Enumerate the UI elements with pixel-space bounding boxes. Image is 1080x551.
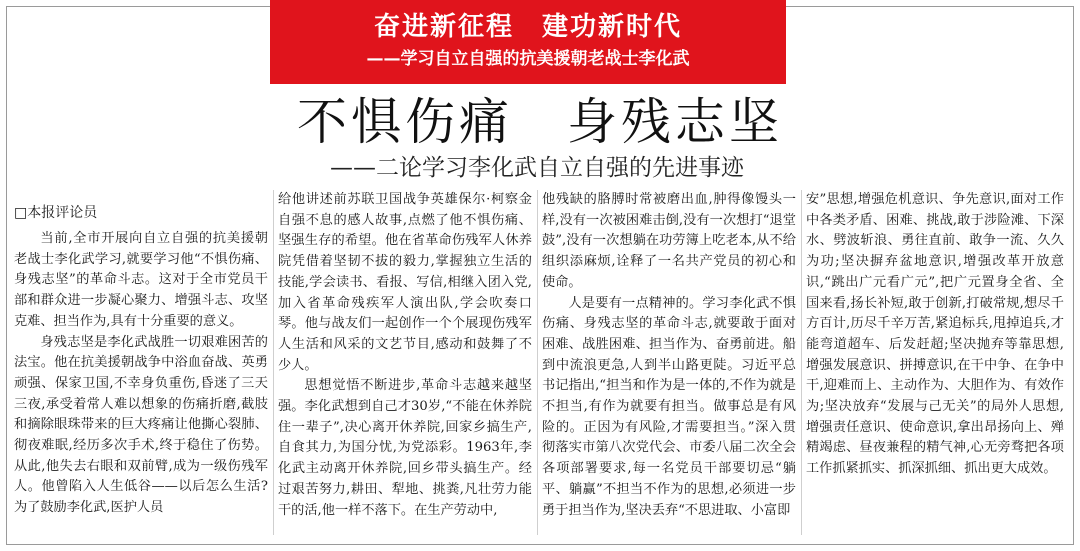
body-column-2 [278, 190, 532, 535]
article-subhead: ——二论学习李化武自立自强的先进事迹 [330, 155, 744, 181]
paragraph: 安”思想,增强危机意识、争先意识,面对工作中各类矛盾、困难、挑战,敢于涉险滩、下深水、劈波斩浪、勇往直前、敢争一流、久久为功;坚决摒弃盆地意识,增强改革开放意识,“跳出广元看广元”,把广元置身全省、全国来看,扬长补短,敢于创新,打破常规,想尽千方百计,历尽千辛万苦,紧追标兵,甩掉追兵,才能弯道超车、后发赶超;坚决抛弃等靠思想,增强发展意识、拼搏意识,在干中争、在争中干,迎难而上、主动作为、大胆作为、有效作为;坚决放弃“发展与己无关”的局外人思想,增强责任意识、使命意识,拿出昂扬向上、殚精竭虑、昼夜兼程的精气神,心无旁骛把各项工作抓紧抓实、抓深抓细、抓出更大成效。 [806, 192, 1064, 477]
banner-kicker: 奋进新征程 建功新时代 [373, 12, 682, 42]
paragraph: 当前,全市开展向自立自强的抗美援朝老战士李化武学习,就要学习他“不惧伤痛、身残志坚”的革命斗志。这对于全市党员干部和群众进一步凝心聚力、增强斗志、攻坚克难、担当作为,具有十分重要的意义。 [14, 231, 268, 329]
body-column-4 [806, 190, 1064, 535]
banner-kicker-sub: ——学习自立自强的抗美援朝老战士李化武 [366, 49, 690, 69]
byline: □本报评论员 [14, 205, 98, 221]
article-headline: 不惧伤痛 身残志坚 [297, 93, 783, 151]
series-banner [270, 0, 786, 84]
paragraph: 人是要有一点精神的。学习李化武不惧伤痛、身残志坚的革命斗志,就要敢于面对困难、战胜困难、担当作为、奋勇前进。船到中流浪更急,人到半山路更陡。习近平总书记指出,“担当和作为是一体的,不作为就是不担当,有作为就要有担当。做事总是有风险的。正因为有风险,才需要担当。”深入贯彻落实市第八次党代会、市委八届二次全会各项部署要求,每一名党员干部要切忌“躺平、躺赢”不担当不作为的思想,必须进一步勇于担当作为,坚决丢弃“不思进取、小富即 [542, 295, 796, 518]
paragraph: 思想觉悟不断进步,革命斗志越来越坚强。李化武想到自己才30岁,“不能在休养院住一辈子”,决心离开休养院,回家乡搞生产,自食其力,为国分忧,为党添彩。1963年,李化武主动离开休养院,回乡带头搞生产。经过艰苦努力,耕田、犁地、挑粪,凡壮劳力能干的活,他一样不落下。在生产劳动中, [278, 378, 532, 518]
column-divider [273, 190, 274, 535]
column-divider [801, 190, 802, 535]
body-column-1 [14, 229, 268, 534]
paragraph: 身残志坚是李化武战胜一切艰难困苦的法宝。他在抗美援朝战争中浴血奋战、英勇顽强、保家卫国,不幸身负重伤,昏迷了三天三夜,承受着常人难以想象的伤痛折磨,截肢和摘除眼珠带来的巨大疼痛让他撕心裂肺、彻夜难眠,经历多次手术,终于稳住了伤势。从此,他失去右眼和双前臂,成为一级伤残军人。他曾陷入人生低谷——以后怎么生活?为了鼓励李化武,医护人员 [14, 334, 268, 516]
body-column-3 [542, 190, 796, 535]
column-divider [537, 190, 538, 535]
paragraph: 他残缺的胳膊时常被磨出血,肿得像馒头一样,没有一次被困难击倒,没有一次想打“退堂鼓”,没有一次想躺在功劳簿上吃老本,从不给组织添麻烦,诠释了一名共产党员的初心和使命。 [542, 192, 796, 290]
paragraph: 给他讲述前苏联卫国战争英雄保尔·柯察金自强不息的感人故事,点燃了他不惧伤痛、坚强生存的希望。他在省革命伤残军人休养院凭借着坚韧不拔的毅力,掌握独立生活的技能,学会读书、看报、写信,相继入团入党,加入省革命残疾军人演出队,学会吹奏口琴。他与战友们一起创作一个个展现伤残军人生活和风采的文艺节目,感动和鼓舞了不少人。 [278, 192, 532, 373]
